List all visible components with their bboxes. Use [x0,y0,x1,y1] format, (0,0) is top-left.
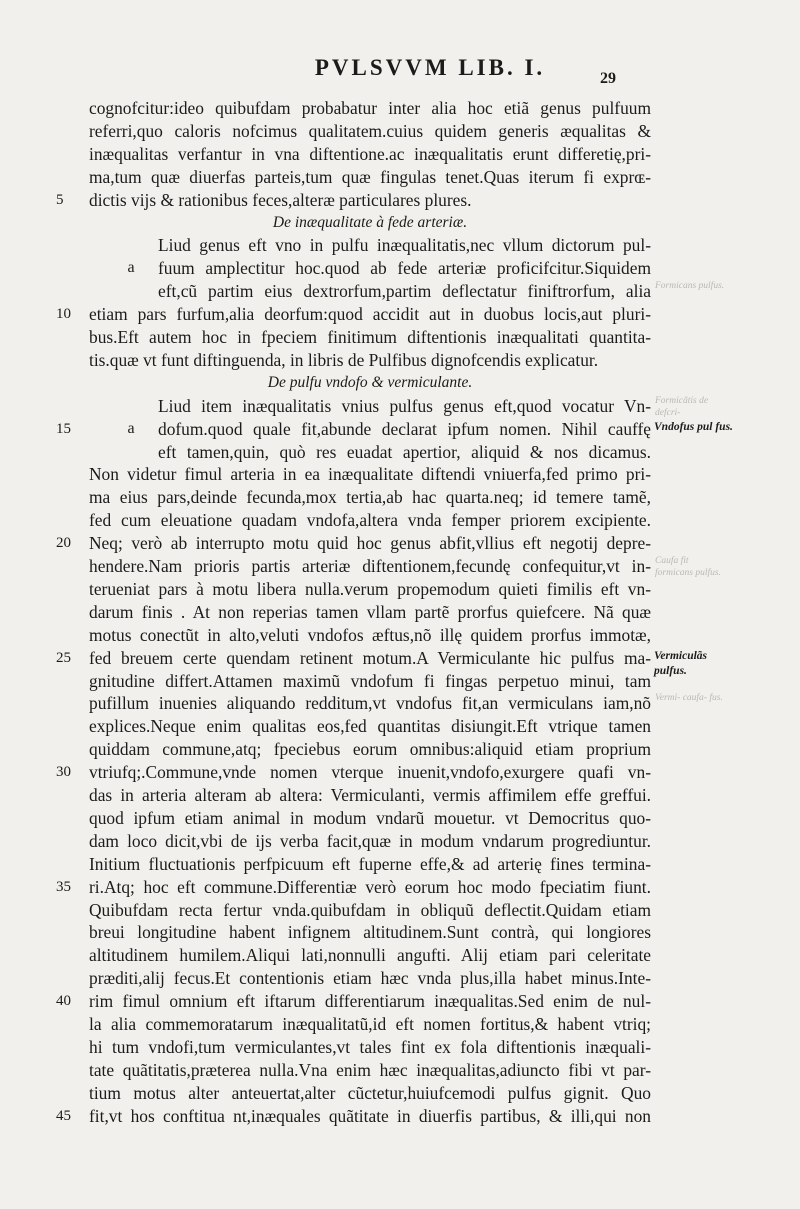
text-line: dam loco dicit,vbi de ijs verba facit,quæ in modum vndarum progrediuntur. [89,830,651,851]
text-line: quod ipfum etiam animal in modum vndarũ mouetur. vt Democritus quo- [89,807,651,828]
line-number: 15 [56,420,71,437]
text-line: darum finis . At non reperias tamen vllam partẽ prorfus quiefcere. Nã quæ [89,601,651,622]
section-heading: De inæqualitate à fede arteriæ. [272,213,468,231]
line-number: 30 [56,764,71,781]
text-line: Non videtur fimul arteria in ea inæqualitate diftendi vniuerfa,fed primo pri- [89,464,651,485]
text-line: fit,vt hos conftitua nt,inæquales quãtitate in diuerfis partibus, & illi,qui non [89,1105,651,1126]
text-line: quiddam commune,atq; fpeciebus eorum omnibus:aliquid etiam proprium [89,739,651,760]
text-line: cognofcitur:ideo quibufdam probabatur inter alia hoc etiã genus pulfuum [89,98,651,118]
text-line: ma,tum quæ diuerfas parteis,tum quæ fingulas tenet.Quas iterum fi exprɶ- [89,166,651,187]
text-line: bus.Eft autem hoc in fpeciem finitimum diftentionis inæqualitati quantita- [89,327,651,347]
text-line: tate quãtitatis,præterea nulla.Vna enim hæc inæqualitas,adiuncto fibi vt par- [89,1059,651,1080]
text-line: etiam pars furfum,alia deorfum:quod accidit aut in duobus locis,aut pluri- [89,304,651,325]
text-line: dofum.quod quale fit,abunde declarat ipfum nomen. Nihil cauffę [158,418,651,439]
show-through-text: Vermi- caufa- fus. [655,693,723,704]
text-line: referri,quo caloris nofcimus qualitatem.cuius quidem generis æqualitas & [89,120,651,141]
line-number: 35 [56,878,71,895]
text-line: eft,cũ partim eius dextrorfum,partim deflectatur finiftrorfum, alia [158,281,651,302]
text-line: vtriufq;.Commune,vnde nomen vterque inuenit,vndofo,exurgere quafi vn- [89,762,651,783]
marginal-note: Vermiculãs pulfus. [654,649,708,677]
text-line: das in arteria alteram ab altera: Vermiculanti, vermis affimilem effe greffui. [89,785,651,805]
note-marker: a [127,259,135,277]
show-through-text: Caufa fit formicans pulfus. [655,556,721,578]
text-line: fuum amplectitur hoc.quod ab fede arteriæ proficifcitur.Siquidem [158,258,651,279]
text-line: hendere.Nam prioris partis arteriæ diftentionem,fecundę confequitur,vt in- [89,556,651,576]
text-line: Liud item inæqualitatis vnius pulfus genus eft,quod vocatur Vn- [158,395,651,416]
text-line: breui longitudine habent infignem altitudinem.Sunt contrà, qui longiores [89,922,651,943]
text-line: la alia commemoratarum inæqualitatũ,id eft nomen fortitus,& habent vtriq; [89,1014,651,1034]
text-line: eft tamen,quin, quò res euadat apertior, aliquid & nos dicamus. [158,441,651,462]
text-line: fed cum eleuatione quadam vndofa,altera vnda femper priorem excipiente. [89,510,651,531]
line-number: 40 [56,993,71,1010]
page-number: 29 [600,70,616,87]
line-number: 10 [56,306,71,323]
line-number: 20 [56,535,71,552]
show-through-text: Formicãtis de defcri- [655,395,709,418]
text-line: tis.quæ vt funt diftinguenda, in libris de Pulfibus dignofcendis explicatur. [89,349,599,370]
text-line: Quibufdam recta fertur vnda.quibufdam in obliquũ deflectit.Quidam etiam [89,899,651,920]
text-line: dictis vijs & rationibus feces,alteræ particulares plures. [89,189,472,210]
line-number: 5 [56,191,64,208]
text-line: ri.Atq; hoc eft commune.Differentiæ verò eorum hoc modo fpeciatim fiunt. [89,876,651,897]
text-line: explices.Neque enim qualitas eos,fed quantitas disiungit.Eft vtrique tamen [89,716,651,737]
text-line: motus conectũt in alto,veluti vndofos æftus,nõ illę quidem prorfus immotæ, [89,624,651,645]
show-through-text: Formicans pulfus. [655,281,725,292]
text-line: tium motus alter anteuertat,alter cũctetur,huiufcemodi pulfus gignit. Quo [89,1082,651,1103]
text-line: Initium fluctuationis perfpicuum eft fuperne effe,& ad arterię fines termina- [89,853,651,874]
text-line: terueniat pars à motu libera nulla.verum propemodum quieti fimilis eft vn- [89,578,651,599]
text-line: hi tum vndofi,tum vermiculantes,vt tales fint ex fola diftentionis inæquali- [89,1036,651,1057]
text-line: gnitudine differt.Attamen maximũ vndofum fi fingas perpetuo minui, tam [89,670,651,691]
text-line: pufillum inuenies aliquando redditum,vt vndofus fit,an vermiculans iam,nõ [89,693,651,714]
text-line: ma eius pars,deinde fecunda,mox tertia,ab hac quarta.neq; id temere tamẽ, [89,487,651,508]
text-line: inæqualitas verfantur in vna diftentione.ac inæqualitatis erunt differetię,pri- [89,143,651,164]
text-line: Liud genus eft vno in pulfu inæqualitatis,nec vllum dictorum pul- [158,235,651,256]
running-title: PVLSVVM LIB. I. [314,55,546,80]
text-line: rim fimul omnium eft iftarum differentiarum inæqualitas.Sed enim de nul- [89,991,651,1012]
text-line: præditi,alij fecus.Et contentionis etiam hæc vnda plus,illa habet minus.Inte- [89,968,651,989]
text-line: Neq; verò ab interrupto motu quid hoc genus abfit,vllius eft negotij depre- [89,533,651,554]
marginal-note: Vndofus pul fus. [654,420,733,433]
section-heading: De pulfu vndofo & vermiculante. [267,373,473,391]
text-line: altitudinem humilem.Aliqui lati,nonnulli angufti. Alij etiam pari celeritate [89,945,651,966]
line-number: 45 [56,1107,71,1124]
text-line: fed breuem certe quendam retinent motum.A Vermiculante hic pulfus ma- [89,647,651,668]
note-marker: a [127,419,135,437]
line-number: 25 [56,649,71,666]
